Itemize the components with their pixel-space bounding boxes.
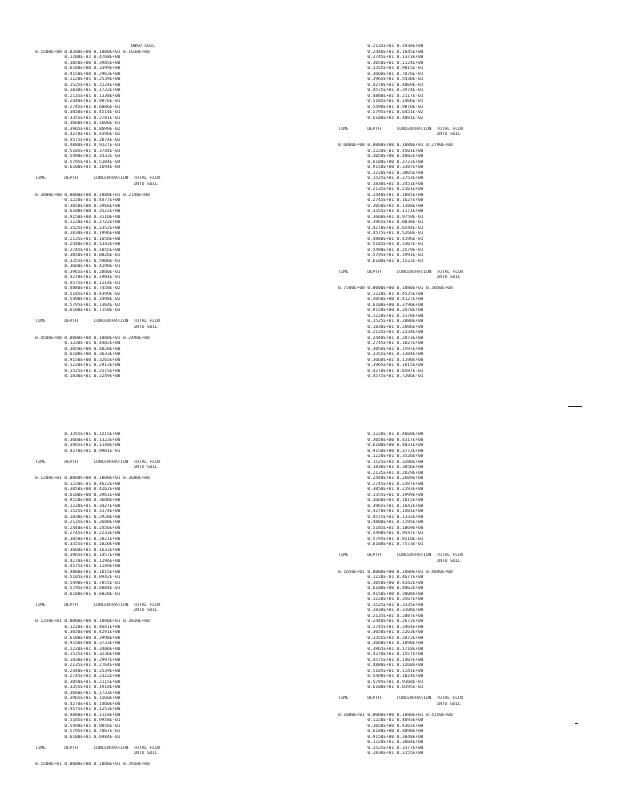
output-line: 0.2745E+01 0.2233E+00: [35, 531, 121, 536]
output-line: 0.4880E+01 0.4196E-01: [338, 236, 424, 242]
output-line: 0.1220E-01 0.4660E+00: [338, 432, 424, 437]
output-line: 0.2745E+01 0.2464E+00: [338, 624, 424, 630]
output-line: 0.4880E+01 0.1195E+00: [338, 520, 424, 525]
output-line: 0.1220E-01 0.4693E+00: [338, 718, 424, 723]
output-line: 0.3050E+01 0.2021E+00: [35, 536, 121, 542]
output-line: TIME DEPTH CONCENTRATION TOTAL FLUX: [35, 459, 161, 465]
output-line: 0.3050E+00 0.4082E+00: [338, 154, 424, 159]
output-line: 0.5185E+01 0.8942E-01: [35, 575, 121, 580]
output-line: 0.3050E+00 0.4365E+00: [338, 723, 424, 729]
output-line: 0.3355E+01 0.1515E+00: [35, 432, 121, 437]
output-line: 0.5795E+01 0.1364E-02: [35, 302, 121, 308]
output-line: 0.4575E+01 0.2074E-02: [35, 137, 121, 143]
output-line: 0.4575E+01 0.1332E+00: [338, 514, 424, 520]
output-line: 0.1220E+01 0.3526E+00: [338, 454, 424, 459]
output-line: TIME DEPTH CONCENTRATION TOTAL FLUX: [338, 126, 464, 132]
output-line: 0.6100E+00 0.3722E+00: [338, 159, 424, 165]
output-line: 0.9150E+00 0.3387E+00: [338, 165, 424, 170]
output-line: 0.9150E+00 0.2963E+00: [35, 71, 121, 77]
output-column-top-left: [35, 44, 185, 380]
output-line: INTO SOIL: [35, 324, 158, 330]
output-line: 0.2440E+01 0.1645E+00: [338, 49, 424, 55]
output-line: 0.6100E+00 0.4062E+00: [338, 586, 424, 591]
output-line: 0.1220E-01 0.4622E+00: [35, 481, 121, 487]
output-line: 0.6100E+00 0.3522E+00: [35, 209, 121, 214]
output-line: 0.2135E+01 0.1338E+00: [35, 93, 121, 99]
output-line: 0.5795E+01 0.9168E-01: [338, 679, 424, 685]
output-line: 0.5490E+01 0.7855E-01: [35, 580, 121, 586]
output-line: 0.3050E+01 0.2263E+00: [338, 630, 424, 635]
output-line: 0.1220E-01 0.4482E+00: [35, 341, 121, 346]
output-line: 0.5795E+01 0.7867E-01: [35, 729, 121, 734]
output-line: 0.1525E+01 0.2888E+00: [338, 319, 424, 324]
output-line: 0.5490E+01 0.2579E-01: [338, 247, 424, 253]
output-line: 0.1525E+01 0.3288E+00: [338, 459, 424, 465]
output-line: 0.3660E+01 0.9759E-01: [338, 214, 424, 220]
output-line: 0.6100E+00 0.3633E+00: [35, 352, 121, 357]
output-line: 0.3355E+01 0.2781E-01: [35, 115, 121, 121]
output-line: 0.5795E+01 0.6451E-02: [338, 110, 424, 115]
output-line: 0.5490E+01 0.9870E-02: [338, 104, 424, 110]
output-line: 0.5795E+01 0.8510E-01: [338, 536, 424, 542]
output-line: 0.4270E+01 0.8587E-01: [338, 368, 424, 374]
output-line: 0.4880E+01 0.2117E-01: [338, 93, 424, 99]
output-line: 0.5795E+01 0.5104E-04: [35, 159, 121, 165]
output-line: 0.3050E+00 0.4342E+00: [338, 580, 424, 586]
output-line: 0.3965E+01 0.1015E+00: [338, 363, 424, 368]
output-line: 0.1350E+01 0.0000E+00 0.1880E+01 0.3810E+00: [35, 619, 150, 624]
output-line: 0.1525E+01 0.3377E+00: [338, 745, 424, 751]
output-line: 0.4270E+01 0.1904E-01: [35, 275, 121, 280]
output-line: 0.3965E+01 0.1642E+00: [338, 503, 424, 509]
output-line: 0.1525E+01 0.2575E+00: [35, 368, 121, 374]
output-line: 0.5490E+01 0.1024E+00: [338, 674, 424, 679]
output-line: 0.3965E+01 0.5430E-01: [338, 77, 424, 82]
output-line: 0.1525E+01 0.3236E+00: [35, 652, 121, 657]
output-line: 0.1830E+01 0.2249E+00: [35, 374, 121, 379]
output-line: INTO SOIL: [35, 751, 158, 756]
output-line: 0.3965E+01 0.1148E+00: [35, 443, 121, 448]
output-line: 0.1200E-02 0.4760E+00: [35, 55, 121, 60]
margin-mark: [575, 723, 578, 724]
output-line: 0.3660E+01 0.1323E+00: [35, 437, 121, 443]
output-line: TIME DEPTH CONCENTRATION TOTAL FLUX: [338, 269, 464, 275]
output-line: 0.3355E+01 0.5908E-01: [35, 258, 121, 264]
output-line: 0.1525E+01 0.2352E+00: [35, 225, 121, 231]
output-line: 0.5490E+01 0.1432E-03: [35, 154, 121, 159]
output-line: 0.5185E+01 0.9958E-01: [35, 718, 121, 723]
output-line: 0.2745E+01 0.2397E+00: [338, 481, 424, 487]
output-line: 0.2135E+01 0.2829E+00: [338, 470, 424, 476]
output-line: 0.3660E+01 0.7076E-01: [338, 71, 424, 77]
output-line: 0.6100E+01 0.1522E-01: [338, 258, 424, 264]
output-line: TIME DEPTH CONCENTRATION TOTAL FLUX: [35, 176, 161, 181]
output-line: 0.6000E+00 0.0000E+00 0.1880E+01 0.2790E+00: [338, 143, 453, 148]
output-line: 0.4270E+01 0.1557E+00: [338, 652, 424, 657]
output-line: 0.6100E+01 0.6984E-01: [35, 734, 121, 740]
output-line: 0.1525E+01 0.2124E+00: [35, 82, 121, 88]
output-line: 0.3660E+01 0.1815E+00: [338, 498, 424, 503]
output-line: 0.6100E+01 0.7573E-01: [338, 542, 424, 547]
output-line: 0.3965E+01 0.1718E+00: [338, 646, 424, 652]
output-line: 0.1220E-01 0.4525E+00: [338, 291, 424, 297]
output-line: 0.3050E+01 0.4514E-01: [35, 110, 121, 115]
output-line: INTO SOIL: [338, 558, 461, 564]
output-line: 0.3660E+01 0.1190E+00: [338, 357, 424, 363]
output-line: 0.1830E+01 0.3056E+00: [338, 465, 424, 470]
output-line: 0.1220E+01 0.3427E+00: [35, 503, 121, 509]
output-line: 0.5185E+01 0.1141E+00: [338, 668, 424, 674]
output-line: 0.9150E+00 0.3840E+00: [338, 734, 424, 740]
output-line: 0.3050E+00 0.4317E+00: [338, 437, 424, 443]
output-line: 0.3965E+01 0.2880E-01: [35, 269, 121, 275]
output-line: 0.5185E+01 0.1466E-01: [338, 99, 424, 104]
output-line: 0.2135E+01 0.2887E+00: [338, 613, 424, 619]
output-line: 0.4270E+01 0.4069E-01: [338, 82, 424, 88]
output-line: 0.1220E+01 0.3480E+00: [35, 646, 121, 652]
output-line: 0.3355E+01 0.1999E+00: [338, 492, 424, 498]
output-line: 0.1500E+01 0.0000E+00 0.1880E+01 0.3930E+00: [35, 762, 150, 767]
output-line: 0.4575E+01 0.7206E-01: [338, 374, 424, 379]
output-line: 0.4575E+01 0.1253E+00: [35, 707, 121, 712]
output-line: 0.1830E+01 0.2928E+00: [35, 514, 121, 520]
output-line: TIME DEPTH CONCENTRATION TOTAL FLUX: [338, 553, 464, 558]
output-line: TIME DEPTH CONCENTRATION TOTAL FLUX: [35, 319, 161, 324]
output-line: 0.3050E+00 0.4291E+00: [35, 630, 121, 635]
output-line: 0.5185E+01 0.3744E-03: [35, 148, 121, 154]
output-line: 0.3355E+01 0.1918E+00: [35, 685, 121, 690]
output-line: 0.2135E+01 0.1658E+00: [35, 236, 121, 242]
output-line: DWSO SOIL: [35, 44, 155, 49]
output-line: INTO SOIL: [35, 608, 158, 613]
output-line: 0.2440E+01 0.2539E+00: [35, 668, 121, 674]
output-line: 0.3050E+01 0.2115E+00: [35, 679, 121, 685]
output-line: 0.4270E+01 0.1296E+00: [35, 558, 121, 564]
output-line: 0.1200E+01 0.0000E+00 0.1880E+01 0.3680E+00: [35, 476, 150, 481]
output-line: 0.3355E+01 0.9015E-01: [338, 66, 424, 71]
output-line: INTO SOIL: [35, 181, 158, 187]
output-line: 0.1800E+01 0.0000E+00 0.1880E+01 0.4150E+00: [338, 712, 453, 718]
output-line: INTO SOIL: [35, 465, 158, 470]
output-line: 0.9150E+00 0.3265E+00: [35, 357, 121, 363]
output-line: 0.6100E+00 0.3399E+00: [35, 66, 121, 71]
output-line: 0.5185E+01 0.3307E-01: [338, 242, 424, 247]
output-line: 0.3050E+00 0.4028E+00: [35, 346, 121, 352]
output-line: 0.2135E+01 0.2161E+00: [338, 187, 424, 192]
output-line: 0.2745E+01 0.1055E+00: [35, 247, 121, 253]
output-line: 0.6100E+01 0.6020E-01: [35, 591, 121, 597]
output-line: INTO SOIL: [338, 132, 461, 137]
output-line: 0.4500E+00 0.0000E+00 0.1880E+01 0.2490E+00: [35, 335, 150, 341]
output-line: 0.1830E+01 0.2606E+00: [338, 324, 424, 330]
output-line: 0.6100E+01 0.7150E-03: [35, 308, 121, 313]
output-line: 0.1830E+01 0.1996E+00: [35, 231, 121, 236]
output-line: 0.5795E+01 0.1991E-01: [338, 253, 424, 258]
output-line: 0.3965E+01 0.1457E+00: [35, 553, 121, 558]
output-line: 0.3050E+01 0.8026E-01: [35, 253, 121, 258]
output-line: 0.3355E+01 0.1171E+00: [338, 209, 424, 214]
output-line: 0.3355E+01 0.1384E+00: [338, 352, 424, 357]
output-line: 0.4575E+01 0.1149E+00: [35, 564, 121, 569]
output-line: 0.1220E+01 0.2722E+00: [35, 220, 121, 225]
output-line: 0.9150E+00 0.3688E+00: [35, 498, 121, 503]
output-line: 0.3965E+01 0.1560E+00: [35, 696, 121, 701]
output-line: 0.6100E+01 0.8195E-01: [338, 685, 424, 690]
output-line: 0.1220E-01 0.4501E+00: [338, 148, 424, 154]
output-line: 0.1830E+01 0.1722E+00: [35, 88, 121, 93]
output-line: 0.5185E+01 0.4399E-02: [35, 291, 121, 297]
output-line: 0.6100E+00 0.3790E+00: [338, 302, 424, 308]
output-line: 0.9150E+00 0.3733E+00: [35, 641, 121, 646]
output-line: 0.3965E+01 0.8699E-02: [35, 126, 121, 132]
output-line: 0.4880E+01 0.9127E-03: [35, 143, 121, 148]
output-line: 0.1220E-01 0.4477E+00: [35, 198, 121, 203]
output-line: 0.3660E+01 0.1733E+00: [35, 690, 121, 696]
output-line: 0.6100E+00 0.3961E+00: [35, 492, 121, 498]
output-line: 0.1830E+01 0.2997E+00: [35, 657, 121, 663]
output-line: TIME DEPTH CONCENTRATION TOTAL FLUX: [338, 696, 464, 701]
output-line: 0.1220E-01 0.4641E+00: [35, 624, 121, 630]
output-line: 0.2440E+01 0.9876E-01: [35, 99, 121, 104]
output-line: 0.3660E+01 0.1608E-01: [35, 121, 121, 126]
output-line: 0.3050E+01 0.1124E+00: [338, 60, 424, 66]
output-line: 0.3050E+01 0.2193E+00: [338, 487, 424, 492]
output-line: 0.9150E+00 0.3478E+00: [338, 308, 424, 313]
output-line: 0.6100E+00 0.4031E+00: [338, 443, 424, 448]
output-line: 0.9150E+00 0.3808E+00: [338, 591, 424, 597]
output-column-top-right: [338, 44, 478, 380]
output-line: 0.3660E+01 0.4198E-01: [35, 264, 121, 269]
margin-mark: [568, 406, 582, 407]
output-line: 0.3965E+01 0.8038E-01: [338, 220, 424, 225]
output-line: 0.1220E+01 0.3178E+00: [338, 313, 424, 319]
output-line: 0.2440E+01 0.1885E+00: [338, 192, 424, 198]
output-line: 0.5490E+01 0.2498E-02: [35, 297, 121, 302]
output-line: 0.6100E+01 0.4091E-02: [338, 115, 424, 121]
output-line: 0.2440E+01 0.2073E+00: [338, 335, 424, 341]
output-line: 0.2745E+01 0.2322E+00: [35, 674, 121, 679]
output-line: 0.1525E+01 0.3174E+00: [35, 509, 121, 514]
output-line: 0.9150E+00 0.3110E+00: [35, 214, 121, 220]
output-line: 0.2135E+01 0.1938E+00: [338, 44, 424, 49]
output-line: 0.6100E+01 0.1694E-04: [35, 165, 121, 170]
output-line: 0.4270E+01 0.4396E-02: [35, 132, 121, 137]
output-line: 0.4270E+01 0.1481E+00: [338, 509, 424, 514]
output-line: 0.3050E+00 0.4262E+00: [35, 487, 121, 492]
output-line: 0.3660E+01 0.1890E+00: [338, 641, 424, 646]
output-line: 0.3050E+00 0.3966E+00: [35, 203, 121, 209]
output-line: 0.6100E+00 0.4090E+00: [338, 729, 424, 734]
output-line: 0.4575E+01 0.1214E-01: [35, 280, 121, 286]
output-line: 0.4575E+01 0.5268E-01: [338, 231, 424, 236]
output-line: 0.2440E+01 0.1342E+00: [35, 242, 121, 247]
output-line: 0.3050E+01 0.1388E+00: [338, 203, 424, 209]
output-line: 0.5490E+01 0.8856E-01: [35, 723, 121, 729]
output-line: 0.3355E+01 0.2072E+00: [338, 635, 424, 641]
output-line: 0.3355E+01 0.1820E+00: [35, 542, 121, 547]
output-line: 0.6100E+00 0.3998E+00: [35, 635, 121, 641]
output-line: 0.1220E+01 0.2539E+00: [35, 77, 121, 82]
output-line: 0.1220E+01 0.2913E+00: [35, 363, 121, 368]
output-line: TIME DEPTH CONCENTRATION TOTAL FLUX: [35, 602, 161, 608]
output-line: 0.4880E+01 0.1268E+00: [338, 663, 424, 668]
output-line: 0.4575E+01 0.1407E+00: [338, 657, 424, 663]
output-line: 0.1830E+01 0.2451E+00: [338, 181, 424, 187]
output-line: 0.1830E+01 0.3155E+00: [338, 751, 424, 756]
output-line: TIME DEPTH CONCENTRATION TOTAL FLUX: [35, 745, 161, 751]
output-column-bottom-right: [338, 432, 478, 757]
output-column-bottom-left: [35, 432, 185, 768]
output-line: 0.3050E+01 0.1597E+00: [338, 346, 424, 352]
output-line: 0.3000E+00 0.0000E+00 0.1880E+01 0.2140E+00: [35, 192, 150, 198]
output-line: 0.1830E+01 0.3108E+00: [338, 608, 424, 613]
output-line: 0.3050E+00 0.4127E+00: [338, 297, 424, 302]
output-line: 0.4575E+01 0.2974E-01: [338, 88, 424, 93]
output-line: 0.3660E+01 0.1632E+00: [35, 547, 121, 553]
output-line: 0.2440E+01 0.2456E+00: [35, 525, 121, 531]
output-line: 0.4270E+01 0.9901E-01: [35, 448, 121, 454]
output-line: 0.4270E+01 0.6544E-01: [338, 225, 424, 231]
output-line: 0.1525E+01 0.2753E+00: [338, 176, 424, 181]
output-line: 0.2135E+01 0.2688E+00: [35, 520, 121, 525]
output-line: 0.4270E+01 0.1400E+00: [35, 701, 121, 707]
output-line: 0.1220E+01 0.3604E+00: [338, 740, 424, 745]
output-line: 0.5795E+01 0.6884E-01: [35, 586, 121, 591]
output-line: 0.1650E+01 0.0000E+00 0.1880E+01 0.4040E+00: [338, 569, 453, 575]
output-line: 0.2745E+01 0.1627E+00: [338, 198, 424, 203]
output-line: 0.2135E+01 0.2764E+00: [35, 663, 121, 668]
output-line: 0.1525E+01 0.3335E+00: [338, 602, 424, 608]
output-line: 0.1500E+00 0.0200E+00 0.1880E+01 0.1630E+00: [35, 49, 150, 55]
output-line: 0.5490E+01 0.9547E-01: [338, 531, 424, 536]
output-line: 0.2440E+01 0.2609E+00: [338, 476, 424, 481]
output-line: 0.5185E+01 0.1069E+00: [338, 525, 424, 531]
output-line: INTO SOIL: [338, 701, 461, 707]
output-line: 0.7500E+00 0.0000E+00 0.1880E+01 0.3050E+00: [338, 286, 453, 291]
output-line: 0.9150E+00 0.3772E+00: [338, 448, 424, 454]
output-line: 0.4880E+01 0.1118E+00: [35, 712, 121, 718]
output-line: 0.4880E+01 0.7450E-02: [35, 286, 121, 291]
output-line: 0.2440E+01 0.2672E+00: [338, 619, 424, 624]
output-line: 0.3050E+00 0.3985E+00: [35, 60, 121, 66]
output-line: 0.2745E+01 0.1373E+00: [338, 55, 424, 60]
output-line: 0.2745E+01 0.1827E+00: [338, 341, 424, 346]
output-line: 0.2135E+01 0.2334E+00: [338, 330, 424, 335]
output-line: INTO SOIL: [338, 275, 461, 280]
output-line: 0.2745E+01 0.6886E-01: [35, 104, 121, 110]
output-line: 0.1220E+01 0.3065E+00: [338, 170, 424, 176]
output-line: 0.1220E+01 0.3567E+00: [338, 597, 424, 602]
output-line: 0.4880E+01 0.1015E+00: [35, 569, 121, 575]
output-line: 0.1220E-01 0.4677E+00: [338, 575, 424, 580]
